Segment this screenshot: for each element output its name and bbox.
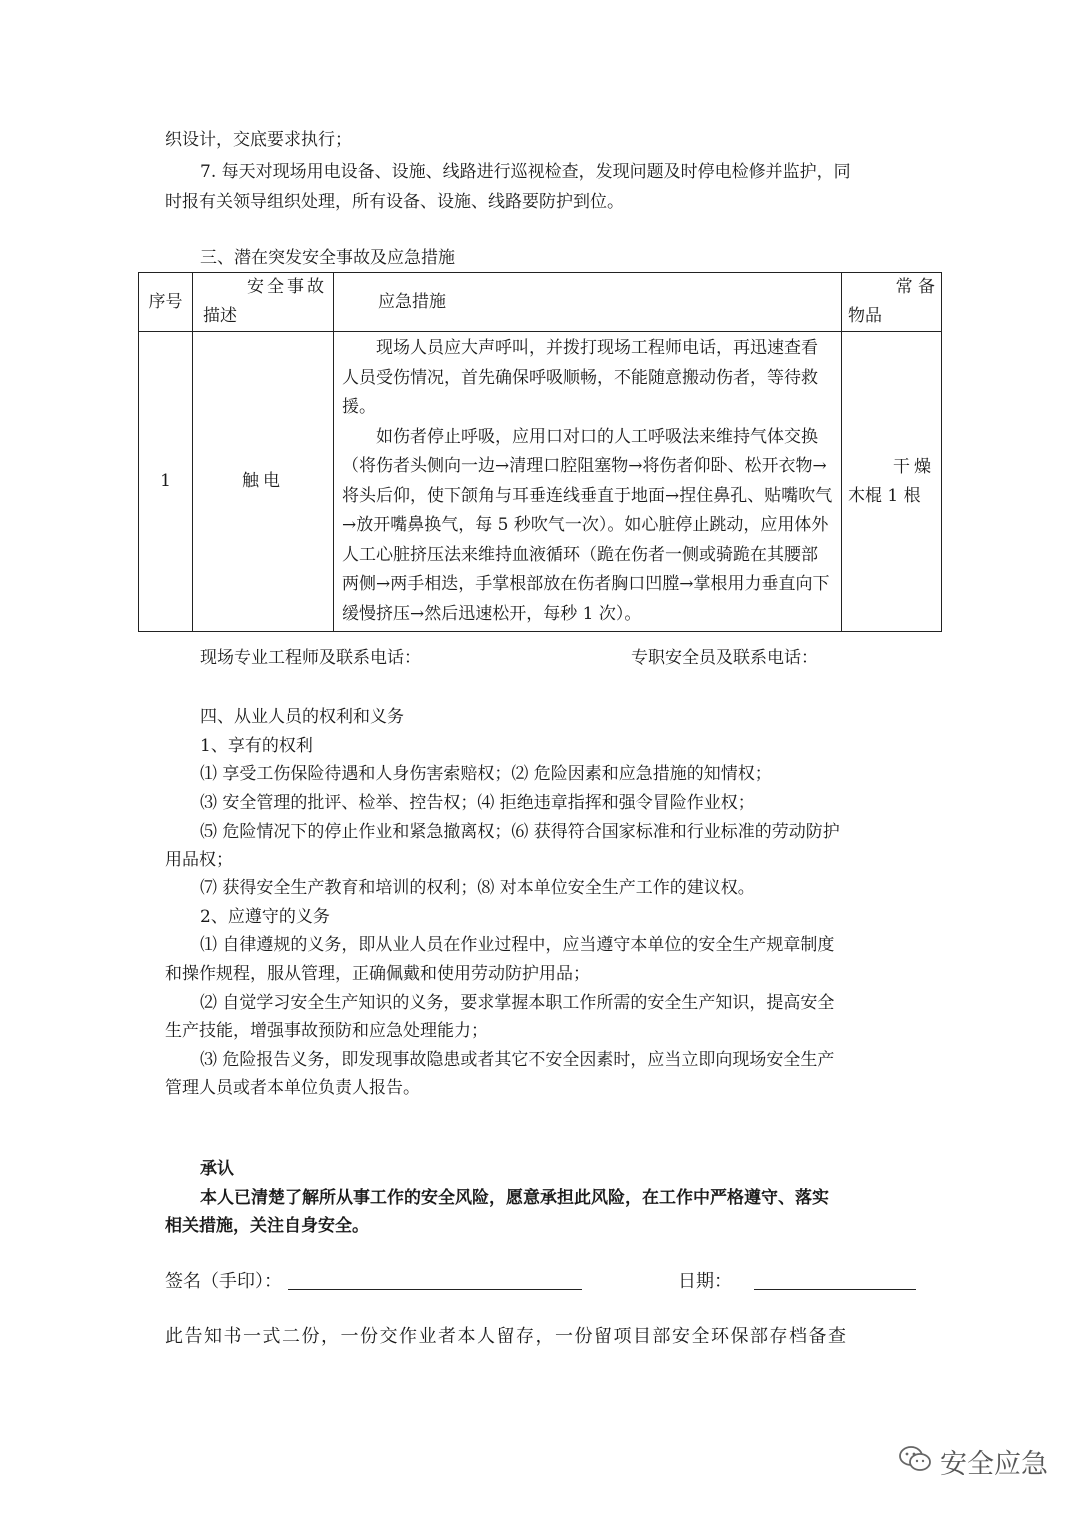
intro-line-3: 时报有关领导组织处理，所有设备、设施、线路要防护到位。 bbox=[165, 192, 624, 212]
duties-line-4: 生产技能，增强事故预防和应急处理能力； bbox=[165, 1021, 488, 1041]
header-description bbox=[193, 273, 334, 332]
duties-line-3: ⑵ 自觉学习安全生产知识的义务，要求掌握本职工作所需的安全生产知识，提高安全 bbox=[200, 993, 835, 1013]
intro-line-1: 织设计，交底要求执行； bbox=[165, 130, 352, 150]
watermark bbox=[898, 1442, 1048, 1481]
row-measures bbox=[334, 332, 842, 632]
duties-title: 2、应遵守的义务 bbox=[200, 907, 330, 927]
duties-line-1: ⑴ 自律遵规的义务，即从业人员在作业过程中，应当遵守本单位的安全生产规章制度 bbox=[200, 935, 835, 955]
duties-line-5: ⑶ 危险报告义务，即发现事故隐患或者其它不安全因素时，应当立即向现场安全生产 bbox=[200, 1050, 835, 1070]
rights-line-5: ⑺ 获得安全生产教育和培训的权利；⑻ 对本单位安全生产工作的建议权。 bbox=[200, 878, 755, 898]
watermark-text: 安全应急 bbox=[940, 1449, 1048, 1480]
engineer-contact-label: 现场专业工程师及联系电话： bbox=[200, 648, 421, 668]
header-no: 序号 bbox=[139, 273, 193, 332]
date-line[interactable] bbox=[754, 1289, 916, 1290]
acknowledge-line-2: 相关措施，关注自身安全。 bbox=[165, 1216, 369, 1236]
row-no: 1 bbox=[139, 332, 193, 632]
header-measures: 应急措施 bbox=[334, 273, 842, 332]
measures-paragraph-1: 现场人员应大声呼叫，并拨打现场工程师电话，再迅速查看人员受伤情况，首先确保呼吸顺畅，不能随意搬动伤者，等待救援。 bbox=[342, 338, 818, 417]
rights-line-3: ⑸ 危险情况下的停止作业和紧急撤离权；⑹ 获得符合国家标准和行业标准的劳动防护 bbox=[200, 822, 840, 842]
acknowledge-title: 承认 bbox=[200, 1159, 234, 1179]
header-description-line-2: 描述 bbox=[203, 306, 237, 326]
safety-officer-contact-label: 专职安全员及联系电话： bbox=[631, 648, 818, 668]
rights-title: 1、享有的权利 bbox=[200, 736, 313, 756]
emergency-measures-table bbox=[138, 272, 942, 632]
duties-line-2: 和操作规程，服从管理，正确佩戴和使用劳动防护用品； bbox=[165, 964, 590, 984]
section-3-title: 三、潜在突发安全事故及应急措施 bbox=[200, 248, 455, 268]
row-description: 触电 bbox=[193, 332, 334, 632]
signature-line[interactable] bbox=[288, 1289, 582, 1290]
signature-label: 签名（手印）： bbox=[165, 1271, 282, 1292]
header-items-line-1: 常 备 bbox=[895, 277, 935, 297]
row-items-line-1: 干燥 bbox=[893, 456, 935, 477]
row-items bbox=[842, 332, 942, 632]
date-label: 日期： bbox=[678, 1271, 732, 1292]
measures-paragraph-2: 如伤者停止呼吸，应用口对口的人工呼吸法来维持气体交换（将伤者头侧向一边→清理口腔阻塞物→将伤者仰卧、松开衣物→将头后仰，使下颌角与耳垂连线垂直于地面→捏住鼻孔、贴嘴吹气→放开嘴鼻换气，每 5 秒吹气一次）。如心脏停止跳动，应用体外人工心脏挤压法来维持血液循环（跪在伤者一侧或骑跪在其腰部两侧→两手相迭，手掌根部放在伤者胸口凹膛→掌根用力垂直向下缓慢挤压→然后迅速松开，每秒 1 次）。 bbox=[342, 426, 833, 624]
rights-line-1: ⑴ 享受工伤保险待遇和人身伤害索赔权；⑵ 危险因素和应急措施的知情权； bbox=[200, 764, 772, 784]
table-header-row bbox=[139, 273, 942, 332]
rights-line-4: 用品权； bbox=[165, 850, 233, 870]
duties-line-6: 管理人员或者本单位负责人报告。 bbox=[165, 1078, 420, 1098]
row-items-line-2: 木棍 1 根 bbox=[848, 485, 921, 506]
footer-note: 此告知书一式二份，一份交作业者本人留存，一份留项目部安全环保部存档备查 bbox=[165, 1326, 848, 1347]
acknowledge-line-1: 本人已清楚了解所从事工作的安全风险，愿意承担此风险，在工作中严格遵守、落实 bbox=[200, 1188, 829, 1208]
section-4-title: 四、从业人员的权利和义务 bbox=[200, 707, 404, 727]
table-row bbox=[139, 332, 942, 632]
wechat-icon bbox=[898, 1445, 932, 1478]
header-items-line-2: 物品 bbox=[848, 306, 882, 326]
header-description-line-1: 安全事故 bbox=[247, 277, 327, 297]
rights-line-2: ⑶ 安全管理的批评、检举、控告权；⑷ 拒绝违章指挥和强令冒险作业权； bbox=[200, 793, 755, 813]
header-items bbox=[842, 273, 942, 332]
intro-line-2: 7. 每天对现场用电设备、设施、线路进行巡视检查，发现问题及时停电检修并监护，同 bbox=[200, 162, 851, 182]
